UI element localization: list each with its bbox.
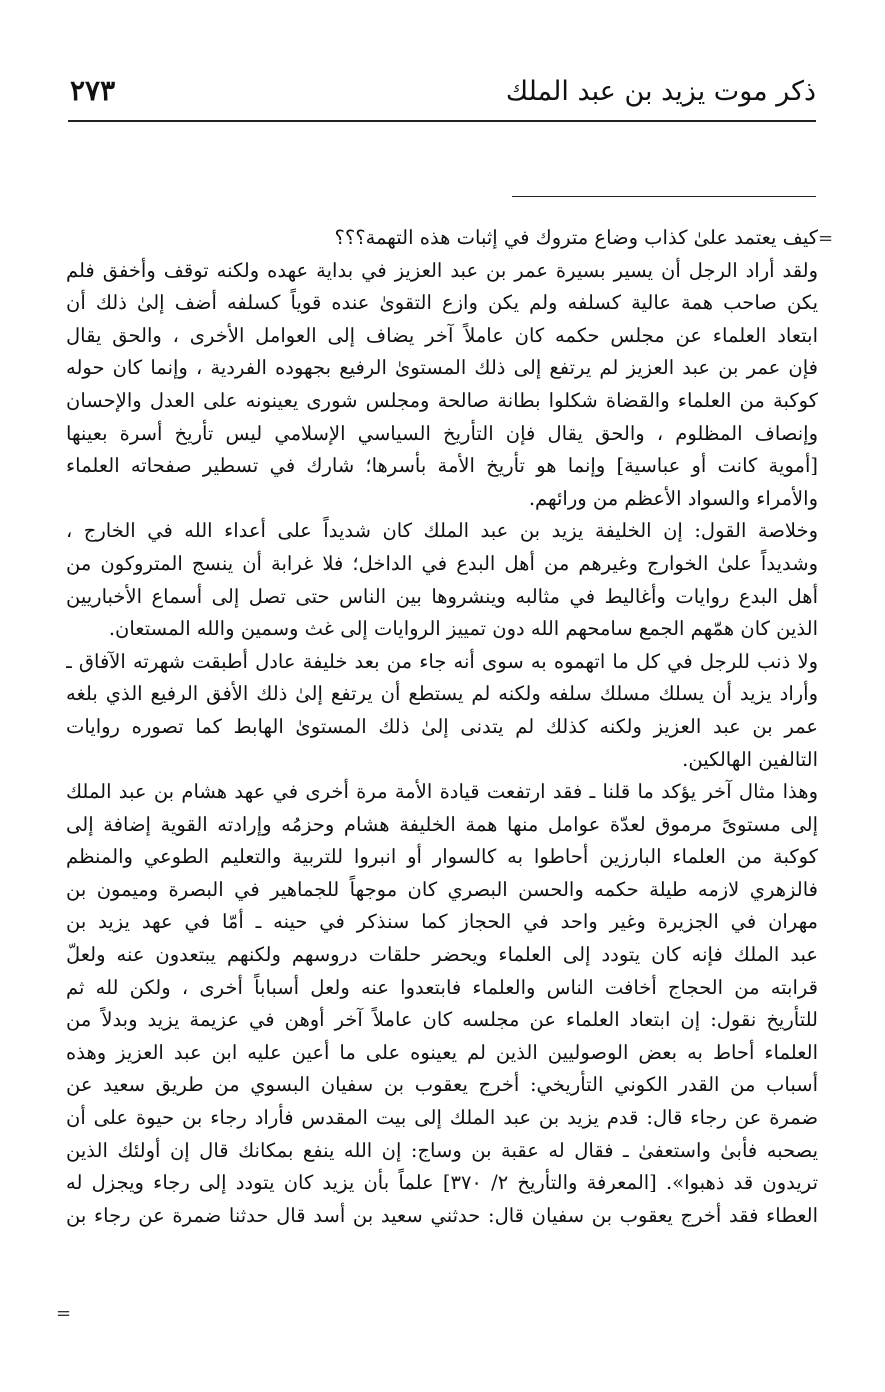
footnote-line: وإنصاف المظلوم ، والحق يقال فإن التأريخ السياسي الإسلامي ليس تأريخ أسرة بعينها	[66, 421, 818, 445]
footnote-line: أهل البدع روايات وأغاليط في مثالبه وينشروها بين الناس حتى تصل إلى أسماع الأخباريين	[66, 584, 818, 608]
footnote-line: يكن صاحب همة عالية كسلفه ولم يكن وازع التقوىٰ عنده قوياً كسلفه أضف إلىٰ ذلك أن	[66, 291, 818, 315]
page-number: ٢٧٣	[70, 74, 116, 107]
footnote-line: تريدون قد ذهبوا». [المعرفة والتأريخ ٢/ ٣٧٠] علماً بأن يزيد كان يتودد إلى رجاء ويجزل له	[66, 1171, 818, 1195]
footnote-line: العلماء أحاط به بعض الوصوليين الذين لم يعينوه على ما أعين عليه ابن عبد العزيز وهذه	[66, 1040, 818, 1064]
continuation-marker-bottom: =	[56, 1303, 72, 1324]
footnote-line: ولا ذنب للرجل في كل ما اتهموه به سوى أنه جاء من بعد خليفة عادل أطبقت شهرته الآفاق ـ	[66, 649, 818, 673]
footnote-line: وهذا مثال آخر يؤكد ما قلنا ـ فقد ارتفعت قيادة الأمة مرة أخرى في عهد هشام بن عبد الملك	[66, 780, 818, 804]
footnote-line: للتأريخ نقول: إن ابتعاد العلماء عن مجلسه كان عاملاً آخر أوهن في عزيمة يزيد وبدلاً من	[66, 1008, 818, 1032]
footnote-line: التالفين الهالكين.	[682, 747, 818, 771]
footnote-line: أسباب من القدر الكوني التأريخي: أخرج يعقوب بن سفيان البسوي من طريق سعيد عن	[66, 1073, 818, 1097]
footnote-separator-rule	[512, 196, 816, 197]
footnote-line: ضمرة عن رجاء قال: قدم يزيد بن عبد الملك إلى بيت المقدس فأراد رجاء بن حيوة على أن	[66, 1106, 818, 1130]
footnote-line: وشديداً علىٰ الخوارج وغيرهم من أهل البدع في الداخل؛ فلا غرابة أن ينسج المتروكون من	[66, 551, 818, 575]
footnote-line: والأمراء والسواد الأعظم من ورائهم.	[528, 486, 818, 510]
footnote-line: فإن عمر بن عبد العزيز لم يرتفع إلى ذلك المستوىٰ الرفيع بجهوده الفردية ، وإنما كان حوله	[66, 356, 818, 380]
footnote-line: وأراد يزيد أن يسلك مسلك سلفه ولكنه لم يستطع أن يرتفع إلىٰ ذلك الأفق الرفيع الذي بلغه	[66, 682, 818, 706]
footnote-line: ابتعاد العلماء عن مجلس حكمه كان عاملاً آخر يضاف إلى العوامل الأخرى ، والحق يقال	[66, 323, 818, 347]
footnote-text-block	[66, 222, 818, 1232]
footnote-line: [أموية كانت أو عباسية] وإنما هو تأريخ الأمة بأسرها؛ شارك في تسطير صفحاته العلماء	[66, 454, 818, 478]
footnote-line: فالزهري لازمه طيلة حكمه والحسن البصري كان موجهاً للجماهير في البصرة وميمون بن	[66, 877, 818, 901]
continuation-marker-top: =	[818, 228, 834, 249]
footnote-line: الذين كان همّهم الجمع سامحهم الله دون تمييز الروايات إلى غث وسمين والله المستعان.	[108, 617, 818, 641]
footnote-line: عبد الملك فإنه كان يتودد إلى العلماء ويحضر حلقات دروسهم ولكنهم يبتعدون عنه ولعلّ	[66, 943, 818, 967]
footnote-line: إلى مستوىً مرموق لعدّة عوامل منها همة الخليفة هشام وحزمُه وإرادته القوية إضافة إلى	[66, 812, 818, 836]
page-header	[68, 68, 816, 122]
footnote-line: العطاء فقد أخرج يعقوب بن سفيان قال: حدثني سعيد بن أسد قال حدثنا ضمرة عن رجاء بن	[66, 1203, 818, 1227]
footnote-line: كوكبة من العلماء البارزين أحاطوا به كالسوار أو انبروا للتربية والتعليم الطوعي والمنظم	[66, 845, 818, 869]
running-title: ذكر موت يزيد بن عبد الملك	[505, 76, 816, 107]
footnote-line: ولقد أراد الرجل أن يسير بسيرة عمر بن عبد العزيز في بداية عهده ولكنه توقف وأخفق فلم	[66, 258, 818, 282]
footnote-line: كيف يعتمد علىٰ كذاب وضاع متروك في إثبات هذه التهمة؟؟؟	[334, 226, 818, 249]
footnote-line: كوكبة من العلماء والقضاة شكلوا بطانة صالحة ومجلس شورى يعينونه على العدل والإحسان	[66, 388, 818, 412]
footnote-line: عمر بن عبد العزيز ولكنه كذلك لم يتدنى إلىٰ ذلك المستوىٰ الهابط كما تصوره روايات	[66, 714, 818, 738]
footnote-line: وخلاصة القول: إن الخليفة يزيد بن عبد الملك كان شديداً على أعداء الله في الخارج ،	[66, 519, 818, 543]
footnote-line: يصحبه فأبىٰ واستعفىٰ ـ فقال له عقبة بن وساج: إن الله ينفع بمكانك قال إن أولئك الذين	[66, 1138, 818, 1162]
footnote-line: مهران في الجزيرة وغير واحد في الحجاز كما سنذكر في حينه ـ أمّا في عهد يزيد بن	[66, 910, 818, 934]
footnote-line: قرابته من الحجاج أخافت الناس والعلماء فابتعدوا عنه ولعل أسباباً أخرى ، ولكن لله ثم	[66, 975, 818, 999]
